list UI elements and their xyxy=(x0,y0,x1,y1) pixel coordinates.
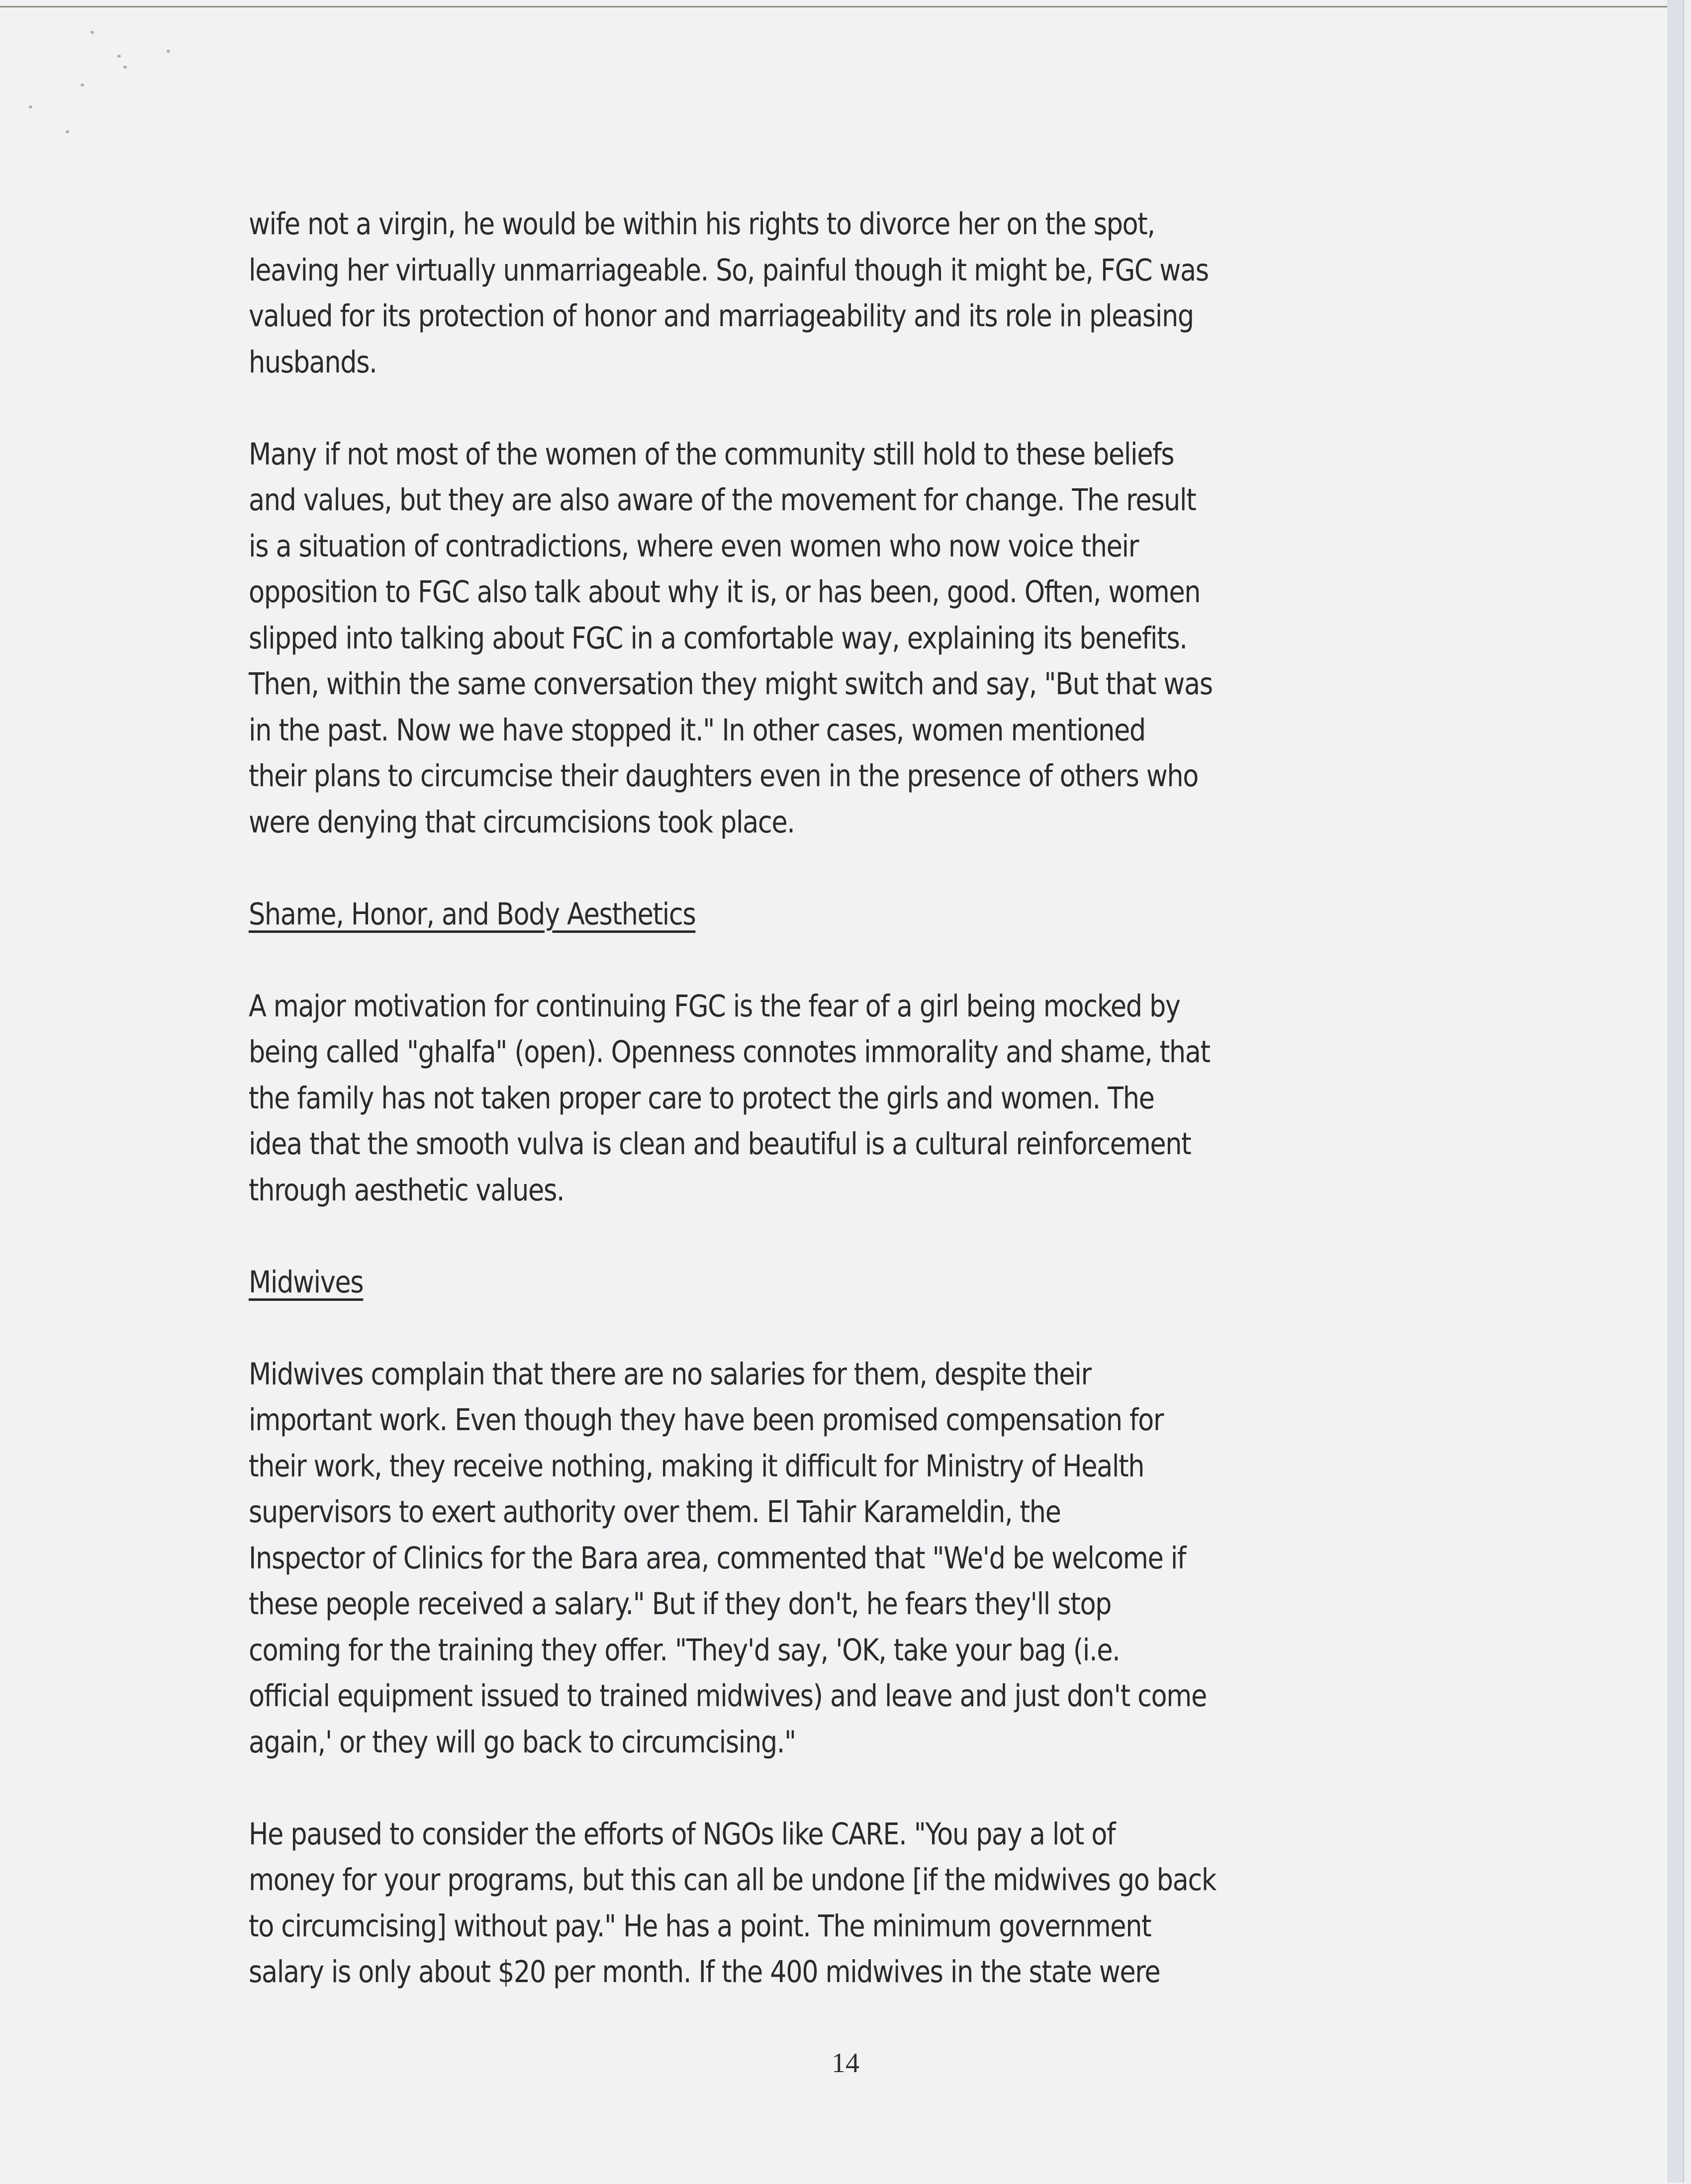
page-edge xyxy=(1684,0,1691,2183)
page-number: 14 xyxy=(832,2048,859,2079)
punch-mark xyxy=(66,130,69,133)
punch-mark xyxy=(81,84,84,87)
paragraph: wife not a virgin, he would be within his rights to divorce her on the spot, leaving her virtually unmarriageable. So, painful though it might be, FGC was valued for its protection of honor and marriageability and its role in pleasing husbands. xyxy=(249,206,1209,380)
punch-mark xyxy=(123,66,127,69)
punch-mark xyxy=(117,55,121,58)
punch-mark xyxy=(29,105,32,108)
section-heading-midwives: Midwives xyxy=(249,1264,364,1300)
document-body xyxy=(249,201,1472,2041)
paragraph: Midwives complain that there are no salaries for them, despite their important work. Even though they have been promised compensation for their work, they receive nothing, making it difficult for Ministry of Health supervisors to exert authority over them. El Tahir Karameldin, the Inspector of Clinics for the Bara area, commented that "We'd be welcome if these people received a salary." But if they don't, he fears they'll stop coming for the training they offer. "They'd say, 'OK, take your bag (i.e. official equipment issued to trained midwives) and leave and just don't come again,' or they will go back to circumcising." xyxy=(249,1356,1207,1760)
punch-mark xyxy=(167,50,170,53)
punch-mark xyxy=(91,31,94,34)
page-edge-shadow xyxy=(1667,0,1684,2183)
paragraph: Many if not most of the women of the community still hold to these beliefs and values, but they are also aware of the movement for change. The result is a situation of contradictions, where even women who now voice their opposition to FGC also talk about why it is, or has been, good. Often, women slipped into talking about FGC in a comfortable way, explaining its benefits. Then, within the same conversation they might switch and say, "But that was in the past. Now we have stopped it." In other cases, women mentioned their plans to circumcise their daughters even in the presence of others who were denying that circumcisions took place. xyxy=(249,436,1213,840)
paragraph: A major motivation for continuing FGC is the fear of a girl being mocked by being called "ghalfa" (open). Openness connotes immorality and shame, that the family has not taken proper care to protect the girls and women. The idea that the smooth vulva is clean and beautiful is a cultural reinforcement through aesthetic values. xyxy=(249,988,1210,1208)
section-heading-shame-honor: Shame, Honor, and Body Aesthetics xyxy=(249,896,696,932)
paragraph: He paused to consider the efforts of NGOs like CARE. "You pay a lot of money for your programs, but this can all be undone [if the midwives go back to circumcising] without pay." He has a point. The minimum government salary is only about $20 per month. If the 400 midwives in the state were xyxy=(249,1816,1216,1990)
